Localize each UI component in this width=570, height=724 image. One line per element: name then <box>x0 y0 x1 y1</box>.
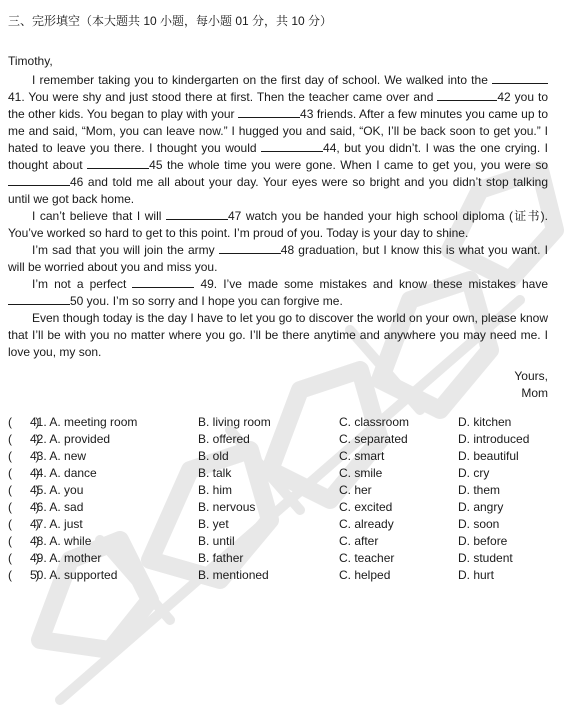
option-d: D. hurt <box>458 568 495 582</box>
option-a: 47. A. just <box>30 517 83 531</box>
option-a: 42. A. provided <box>30 432 111 446</box>
option-c: C. teacher <box>339 551 395 565</box>
answer-paren: ( ) <box>8 500 40 514</box>
exam-page <box>8 12 548 584</box>
section-title: 三、完形填空（本大题共 10 小题，每小题 01 分，共 10 分） <box>8 14 333 28</box>
option-b: B. yet <box>198 517 229 531</box>
option-b: B. offered <box>198 432 250 446</box>
option-c: C. smart <box>339 449 385 463</box>
question-row <box>8 533 548 550</box>
answer-paren: ( ) <box>8 483 40 497</box>
option-a: 41. A. meeting room <box>30 415 138 429</box>
answer-blank <box>8 293 70 305</box>
letter-paragraph: I’m not a perfect 49. I’ve made some mistakes and know these mistakes have 50 you. I’m so sorry and I hope you can forgive me. <box>8 276 548 310</box>
option-b: B. talk <box>198 466 232 480</box>
answer-blank <box>492 72 548 84</box>
option-a: 48. A. while <box>30 534 92 548</box>
option-d: D. student <box>458 551 513 565</box>
option-b: B. living room <box>198 415 271 429</box>
answer-options <box>8 414 548 584</box>
option-c: C. excited <box>339 500 393 514</box>
question-row <box>8 465 548 482</box>
option-a: 44. A. dance <box>30 466 97 480</box>
answer-blank <box>8 174 70 186</box>
answer-paren: ( ) <box>8 517 40 531</box>
question-row <box>8 448 548 465</box>
question-row <box>8 414 548 431</box>
option-b: B. old <box>198 449 229 463</box>
question-row <box>8 482 548 499</box>
option-b: B. him <box>198 483 233 497</box>
option-d: D. beautiful <box>458 449 519 463</box>
option-b: B. mentioned <box>198 568 269 582</box>
option-a: 43. A. new <box>30 449 87 463</box>
answer-paren: ( ) <box>8 551 40 565</box>
letter-greeting: Timothy, <box>8 54 53 68</box>
option-b: B. until <box>198 534 235 548</box>
option-a: 45. A. you <box>30 483 84 497</box>
question-row <box>8 431 548 448</box>
option-d: D. angry <box>458 500 504 514</box>
option-d: D. soon <box>458 517 500 531</box>
answer-blank <box>261 140 323 152</box>
answer-blank <box>238 106 300 118</box>
option-c: C. her <box>339 483 372 497</box>
option-d: D. introduced <box>458 432 530 446</box>
option-c: C. helped <box>339 568 391 582</box>
answer-paren: ( ) <box>8 568 40 582</box>
answer-blank <box>437 89 497 101</box>
option-a: 49. A. mother <box>30 551 102 565</box>
option-d: D. kitchen <box>458 415 512 429</box>
option-c: C. smile <box>339 466 383 480</box>
answer-blank <box>87 157 149 169</box>
answer-paren: ( ) <box>8 466 40 480</box>
option-a: 50. A. supported <box>30 568 118 582</box>
question-row <box>8 516 548 533</box>
letter-paragraph: I can’t believe that I will 47 watch you be handed your high school diploma (证书). You’ve worked so hard to get to this point. I’m proud of you. Today is your day to shine. <box>8 209 548 240</box>
option-b: B. father <box>198 551 244 565</box>
question-row <box>8 499 548 516</box>
letter-closing: Yours, <box>514 369 548 383</box>
answer-blank <box>219 242 281 254</box>
letter-signature: Mom <box>521 386 548 400</box>
option-d: D. before <box>458 534 508 548</box>
answer-paren: ( ) <box>8 432 40 446</box>
option-c: C. classroom <box>339 415 410 429</box>
option-b: B. nervous <box>198 500 256 514</box>
letter-paragraph: I’m sad that you will join the army 48 graduation, but I know this is what you want. I will be worried about you and miss you. <box>8 243 548 274</box>
answer-paren: ( ) <box>8 415 40 429</box>
question-row <box>8 550 548 567</box>
letter-paragraph: I remember taking you to kindergarten on the first day of school. We walked into the 41. You were shy and just stood there at first. Then the teacher came over and 42 you to the other kids. You began to play with your 43 friends. After a few minutes you came up to me and said, “Mom, you can leave now.” I hugged you and said, “OK, I’ll be back soon to get you.” I hated to leave you there. I thought you would 44, but you didn’t. I was the one crying. I thought about 45 the whole time you were gone. When I came to get you, you were so 46 and told me all about your day. Your eyes were so bright and you didn’t stop talking until we got back home. <box>8 73 549 206</box>
question-row <box>8 567 548 584</box>
answer-paren: ( ) <box>8 449 40 463</box>
option-c: C. after <box>339 534 379 548</box>
option-c: C. already <box>339 517 394 531</box>
letter-body <box>8 72 548 361</box>
answer-blank <box>166 208 228 220</box>
option-a: 46. A. sad <box>30 500 84 514</box>
option-d: D. cry <box>458 466 490 480</box>
answer-paren: ( ) <box>8 534 40 548</box>
option-d: D. them <box>458 483 501 497</box>
answer-blank <box>132 276 194 288</box>
letter-paragraph: Even though today is the day I have to let you go to discover the world on your own, please know that I’ll be with you no matter where you go. I’ll be there anytime and anywhere you may need me. I love you, my son. <box>8 311 548 359</box>
option-c: C. separated <box>339 432 408 446</box>
